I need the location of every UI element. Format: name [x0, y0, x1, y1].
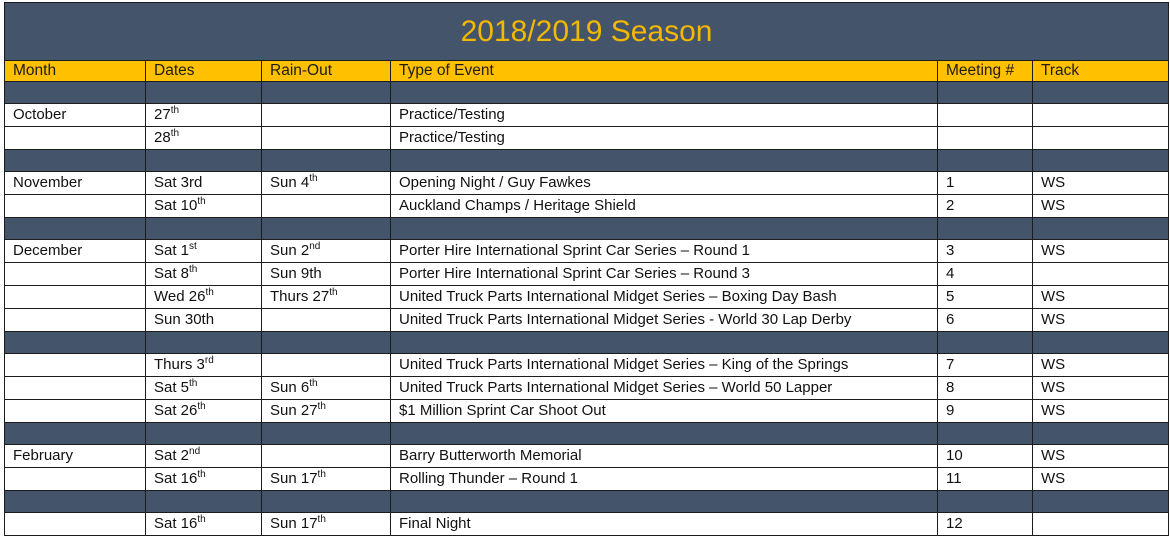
track-cell [1033, 286, 1169, 309]
schedule-table [4, 2, 1169, 536]
event-cell-text: $1 Million Sprint Car Shoot Out [399, 402, 606, 419]
separator-cell [262, 150, 391, 172]
month-cell [5, 172, 146, 195]
date-cell-suffix: th [170, 128, 180, 139]
track-cell-text: WS [1041, 379, 1066, 396]
track-cell [1033, 354, 1169, 377]
separator-cell [938, 218, 1033, 240]
date-cell-suffix: th [189, 378, 198, 389]
event-cell-text: Barry Butterworth Memorial [399, 447, 582, 464]
month-cell [5, 468, 146, 491]
event-cell-text: Rolling Thunder – Round 1 [399, 470, 579, 487]
track-cell-text: WS [1041, 197, 1066, 214]
date-cell-text: 28 [154, 129, 171, 146]
date-cell-text: Sat 3rd [154, 174, 203, 191]
date-cell-text: Wed 26 [154, 288, 206, 305]
date-cell [146, 195, 262, 218]
separator-cell [938, 332, 1033, 354]
rain-out-cell-text: Sun 9th [270, 265, 322, 282]
month-cell [5, 286, 146, 309]
separator-row [5, 150, 1169, 172]
date-cell [146, 445, 262, 468]
event-cell [391, 195, 938, 218]
date-cell-suffix: th [189, 264, 198, 275]
meeting-cell-text: 7 [946, 356, 955, 373]
month-cell [5, 445, 146, 468]
meeting-cell [938, 377, 1033, 400]
track-cell [1033, 240, 1169, 263]
event-cell [391, 263, 938, 286]
event-cell [391, 468, 938, 491]
rain-out-cell-text: Sun 17 [270, 515, 318, 532]
rain-out-cell [262, 195, 391, 218]
date-cell-suffix: th [170, 105, 180, 116]
separator-row [5, 332, 1169, 354]
month-cell [5, 513, 146, 536]
event-cell [391, 104, 938, 127]
rain-out-cell-suffix: nd [309, 241, 321, 252]
date-cell [146, 354, 262, 377]
event-cell-text: Porter Hire International Sprint Car Series – Round 1 [399, 242, 751, 259]
month-cell [5, 354, 146, 377]
date-cell [146, 309, 262, 332]
meeting-cell-text: 12 [946, 515, 963, 532]
track-cell-text: WS [1041, 242, 1066, 259]
track-cell-text: WS [1041, 402, 1066, 419]
date-cell [146, 468, 262, 491]
separator-cell [262, 491, 391, 513]
date-cell-suffix: nd [189, 446, 201, 457]
rain-out-cell [262, 104, 391, 127]
event-cell [391, 377, 938, 400]
track-cell [1033, 127, 1169, 150]
month-cell-text: October [13, 106, 67, 123]
rain-out-cell-text: Sun 4 [270, 174, 310, 191]
rain-out-cell [262, 377, 391, 400]
rain-out-cell [262, 172, 391, 195]
month-cell [5, 309, 146, 332]
separator-row [5, 82, 1169, 104]
event-cell-text: Practice/Testing [399, 106, 505, 123]
date-cell-text: Sat 8 [154, 265, 190, 282]
meeting-cell [938, 263, 1033, 286]
date-cell-text: Sat 26 [154, 402, 198, 419]
rain-out-cell-text: Sun 17 [270, 470, 318, 487]
event-cell-text: United Truck Parts International Midget Series - World 30 Lap Derby [399, 311, 852, 328]
rain-out-cell [262, 513, 391, 536]
date-cell-text: Sat 2 [154, 447, 190, 464]
table-row [5, 309, 1169, 332]
separator-cell [146, 150, 262, 172]
rain-out-cell-suffix: th [309, 378, 318, 389]
season-schedule [4, 2, 1168, 536]
track-cell [1033, 400, 1169, 423]
event-cell [391, 354, 938, 377]
header-type-of-event: Type of Event [391, 61, 938, 82]
event-cell-text: United Truck Parts International Midget Series – King of the Springs [399, 356, 849, 373]
header-row [5, 61, 1169, 82]
header-dates: Dates [146, 61, 262, 82]
month-cell [5, 104, 146, 127]
rain-out-cell-suffix: th [309, 173, 318, 184]
header-track: Track [1033, 61, 1169, 82]
rain-out-cell [262, 240, 391, 263]
separator-cell [146, 423, 262, 445]
separator-row [5, 218, 1169, 240]
header-rain-out: Rain-Out [262, 61, 391, 82]
separator-cell [938, 491, 1033, 513]
separator-cell [1033, 491, 1169, 513]
rain-out-cell-suffix: th [317, 514, 326, 525]
separator-cell [146, 332, 262, 354]
date-cell-suffix: th [205, 287, 214, 298]
rain-out-cell [262, 354, 391, 377]
event-cell [391, 286, 938, 309]
month-cell-text: December [13, 242, 83, 259]
separator-cell [1033, 82, 1169, 104]
separator-cell [391, 218, 938, 240]
meeting-cell-text: 4 [946, 265, 955, 282]
date-cell-text: Sat 10 [154, 197, 198, 214]
rain-out-cell [262, 263, 391, 286]
separator-row [5, 423, 1169, 445]
event-cell-text: Final Night [399, 515, 471, 532]
meeting-cell [938, 286, 1033, 309]
rain-out-cell [262, 286, 391, 309]
table-row [5, 195, 1169, 218]
rain-out-cell-suffix: th [329, 287, 338, 298]
meeting-cell [938, 513, 1033, 536]
table-row [5, 263, 1169, 286]
meeting-cell-text: 6 [946, 311, 955, 328]
header-month: Month [5, 61, 146, 82]
table-row [5, 400, 1169, 423]
rain-out-cell [262, 445, 391, 468]
event-cell [391, 127, 938, 150]
table-row [5, 513, 1169, 536]
rain-out-cell-text: Sun 27 [270, 402, 318, 419]
separator-cell [262, 82, 391, 104]
event-cell-text: Opening Night / Guy Fawkes [399, 174, 591, 191]
title-row [5, 3, 1169, 61]
meeting-cell [938, 445, 1033, 468]
separator-cell [391, 423, 938, 445]
rain-out-cell-text: Sun 6 [270, 379, 310, 396]
track-cell [1033, 445, 1169, 468]
month-cell [5, 127, 146, 150]
meeting-cell [938, 104, 1033, 127]
date-cell [146, 127, 262, 150]
separator-cell [391, 82, 938, 104]
track-cell [1033, 263, 1169, 286]
separator-cell [146, 491, 262, 513]
meeting-cell-text: 3 [946, 242, 955, 259]
track-cell-text: WS [1041, 174, 1066, 191]
rain-out-cell-text: Thurs 27 [270, 288, 330, 305]
date-cell-text: Sun 30th [154, 311, 215, 328]
table-row [5, 445, 1169, 468]
event-cell-text: Auckland Champs / Heritage Shield [399, 197, 636, 214]
separator-cell [5, 150, 146, 172]
rain-out-cell [262, 400, 391, 423]
track-cell [1033, 468, 1169, 491]
date-cell-suffix: th [197, 401, 206, 412]
meeting-cell [938, 172, 1033, 195]
date-cell [146, 513, 262, 536]
event-cell-text: Practice/Testing [399, 129, 505, 146]
separator-cell [391, 150, 938, 172]
rain-out-cell [262, 309, 391, 332]
table-row [5, 172, 1169, 195]
track-cell-text: WS [1041, 356, 1066, 373]
separator-cell [391, 332, 938, 354]
separator-cell [938, 82, 1033, 104]
table-row [5, 240, 1169, 263]
rain-out-cell [262, 127, 391, 150]
event-cell [391, 309, 938, 332]
separator-cell [938, 423, 1033, 445]
event-cell [391, 240, 938, 263]
separator-cell [262, 423, 391, 445]
separator-cell [1033, 150, 1169, 172]
date-cell-text: Sat 16 [154, 470, 198, 487]
date-cell-suffix: th [197, 196, 206, 207]
event-cell [391, 445, 938, 468]
table-row [5, 127, 1169, 150]
track-cell [1033, 195, 1169, 218]
event-cell [391, 513, 938, 536]
track-cell [1033, 513, 1169, 536]
table-row [5, 468, 1169, 491]
date-cell [146, 263, 262, 286]
month-cell [5, 263, 146, 286]
separator-cell [146, 82, 262, 104]
date-cell-text: Thurs 3 [154, 356, 205, 373]
meeting-cell-text: 9 [946, 402, 955, 419]
rain-out-cell-suffix: th [317, 469, 326, 480]
meeting-cell-text: 1 [946, 174, 955, 191]
date-cell-text: Sat 5 [154, 379, 190, 396]
table-row [5, 104, 1169, 127]
event-cell [391, 172, 938, 195]
date-cell-suffix: th [197, 514, 206, 525]
header-meeting-number: Meeting # [938, 61, 1033, 82]
meeting-cell-text: 2 [946, 197, 955, 214]
track-cell [1033, 377, 1169, 400]
month-cell-text: November [13, 174, 83, 191]
date-cell-text: Sat 16 [154, 515, 198, 532]
separator-cell [5, 218, 146, 240]
date-cell [146, 377, 262, 400]
event-cell-text: United Truck Parts International Midget Series – Boxing Day Bash [399, 288, 837, 305]
separator-cell [5, 491, 146, 513]
meeting-cell-text: 5 [946, 288, 955, 305]
meeting-cell [938, 240, 1033, 263]
separator-cell [1033, 423, 1169, 445]
rain-out-cell-text: Sun 2 [270, 242, 310, 259]
month-cell [5, 400, 146, 423]
event-cell [391, 400, 938, 423]
month-cell-text: February [13, 447, 74, 464]
separator-cell [262, 218, 391, 240]
date-cell-text: Sat 1 [154, 242, 190, 259]
meeting-cell-text: 8 [946, 379, 955, 396]
event-cell-text: United Truck Parts International Midget Series – World 50 Lapper [399, 379, 833, 396]
track-cell [1033, 172, 1169, 195]
meeting-cell [938, 354, 1033, 377]
track-cell-text: WS [1041, 311, 1066, 328]
date-cell-suffix: rd [204, 355, 214, 366]
meeting-cell-text: 10 [946, 447, 963, 464]
table-row [5, 354, 1169, 377]
separator-cell [146, 218, 262, 240]
separator-cell [391, 491, 938, 513]
separator-cell [938, 150, 1033, 172]
track-cell-text: WS [1041, 447, 1066, 464]
track-cell-text: WS [1041, 288, 1066, 305]
rain-out-cell [262, 468, 391, 491]
event-cell-text: Porter Hire International Sprint Car Series – Round 3 [399, 265, 751, 282]
month-cell [5, 195, 146, 218]
meeting-cell [938, 195, 1033, 218]
separator-cell [5, 423, 146, 445]
date-cell-suffix: th [197, 469, 206, 480]
track-cell-text: WS [1041, 470, 1066, 487]
month-cell [5, 377, 146, 400]
date-cell-suffix: st [189, 241, 197, 252]
separator-cell [5, 332, 146, 354]
track-cell [1033, 104, 1169, 127]
separator-cell [5, 82, 146, 104]
meeting-cell [938, 309, 1033, 332]
date-cell-text: 27 [154, 106, 171, 123]
meeting-cell [938, 127, 1033, 150]
month-cell [5, 240, 146, 263]
meeting-cell-text: 11 [946, 470, 962, 487]
meeting-cell [938, 400, 1033, 423]
date-cell [146, 286, 262, 309]
rain-out-cell-suffix: th [317, 401, 326, 412]
table-row [5, 286, 1169, 309]
separator-cell [1033, 218, 1169, 240]
date-cell [146, 400, 262, 423]
table-row [5, 377, 1169, 400]
meeting-cell [938, 468, 1033, 491]
track-cell [1033, 309, 1169, 332]
date-cell [146, 240, 262, 263]
separator-cell [1033, 332, 1169, 354]
date-cell [146, 104, 262, 127]
date-cell [146, 172, 262, 195]
separator-row [5, 491, 1169, 513]
season-title: 2018/2019 Season [5, 3, 1169, 61]
separator-cell [262, 332, 391, 354]
